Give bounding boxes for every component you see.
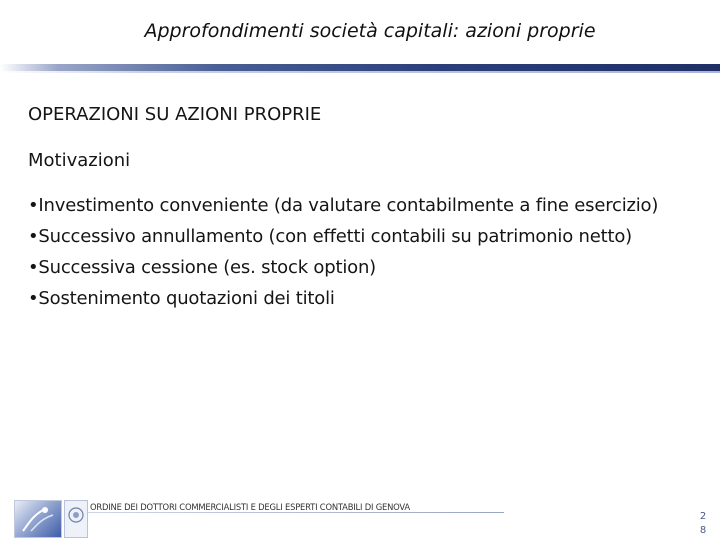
emblem-icon <box>65 501 87 537</box>
organization-logo <box>14 500 62 538</box>
page-number-digit: 8 <box>699 525 707 536</box>
bullet-item: • Successivo annullamento (con effetti contabili su patrimonio netto) <box>28 221 690 252</box>
logo-figure-icon <box>15 501 61 537</box>
slide-footer <box>0 496 720 540</box>
bullet-item: • Investimento conveniente (da valutare contabilmente a fine esercizio) <box>28 190 690 221</box>
section-heading: OPERAZIONI SU AZIONI PROPRIE <box>28 104 322 125</box>
organization-name: ORDINE DEI DOTTORI COMMERCIALISTI E DEGLI ESPERTI CONTABILI DI GENOVA <box>90 502 410 512</box>
footer-divider <box>88 512 504 513</box>
organization-emblem <box>64 500 88 538</box>
page-number <box>696 510 710 538</box>
bullet-item: • Successiva cessione (es. stock option) <box>28 252 690 283</box>
slide-title: Approfondimenti società capitali: azioni proprie <box>144 20 596 42</box>
slide-content <box>28 100 690 314</box>
bullet-list <box>28 190 690 314</box>
sub-heading: Motivazioni <box>28 150 131 171</box>
title-divider <box>0 64 720 71</box>
page-number-digit: 2 <box>699 511 707 522</box>
bullet-item: • Sostenimento quotazioni dei titoli <box>28 283 690 314</box>
title-divider-shadow <box>0 71 720 73</box>
